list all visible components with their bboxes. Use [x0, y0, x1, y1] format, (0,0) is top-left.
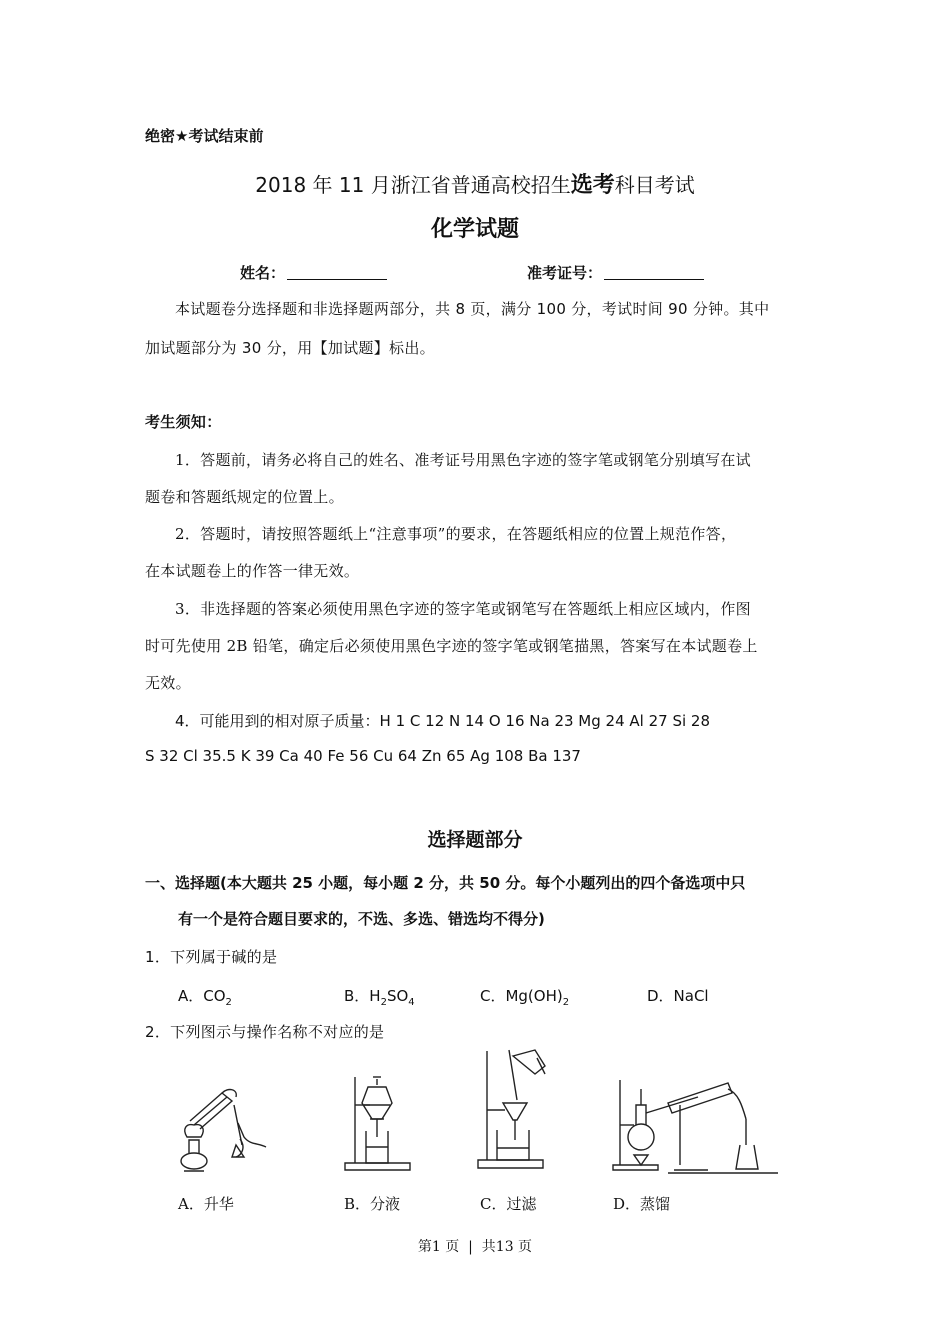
q1-option-a-sub: 2: [225, 997, 232, 1008]
q2-option-b[interactable]: B．分液: [344, 1195, 401, 1213]
name-blank[interactable]: [287, 265, 387, 280]
q1-option-b-sub: 4: [408, 997, 415, 1008]
notice-line: S 32 Cl 35.5 K 39 Ca 40 Fe 56 Cu 64 Zn 65 Ag 108 Ba 137: [145, 747, 581, 765]
subject-title: 化学试题: [430, 217, 519, 242]
exam-title-emphasis: 选考: [570, 173, 615, 198]
id-field[interactable]: [527, 262, 704, 283]
page-footer: 第1 页 | 共13 页: [417, 1239, 533, 1255]
q1-option-a[interactable]: [178, 985, 232, 1008]
q1-option-b[interactable]: [344, 985, 415, 1008]
name-field[interactable]: [240, 262, 387, 283]
exam-title-part: 科目考试: [614, 173, 695, 197]
filtration-apparatus-icon: [475, 1048, 555, 1175]
notice-title: 考生须知：: [145, 413, 222, 431]
sublimation-apparatus-icon: [172, 1085, 277, 1175]
section-title: 选择题部分: [427, 829, 523, 851]
distillation-apparatus-icon: [608, 1075, 783, 1175]
section-heading: 有一个是符合题目要求的，不选、多选、错选均不得分): [178, 910, 545, 928]
q1-option-c-sub: 2: [562, 997, 570, 1008]
intro-line: 本试题卷分选择题和非选择题两部分，共 8 页，满分 100 分，考试时间 90 分钟。其中: [175, 300, 770, 318]
notice-line: 题卷和答题纸规定的位置上。: [145, 488, 344, 506]
q2-option-d[interactable]: D．蒸馏: [613, 1195, 671, 1213]
exam-title: [0, 168, 950, 199]
q1-option-b-text: B．H: [344, 987, 381, 1005]
notice-line: 1．答题前，请务必将自己的姓名、准考证号用黑色字迹的签字笔或钢笔分别填写在试: [175, 451, 751, 469]
q1-option-a-text: A．CO: [178, 987, 226, 1005]
notice-line: 时可先使用 2B 铅笔，确定后必须使用黑色字迹的签字笔或钢笔描黑，答案写在本试题卷上: [145, 637, 758, 655]
question-1-stem: 1．下列属于碱的是: [145, 948, 278, 966]
intro-line: 加试题部分为 30 分，用【加试题】标出。: [145, 339, 435, 357]
q2-option-c[interactable]: C．过滤: [480, 1195, 537, 1213]
id-blank[interactable]: [604, 265, 704, 280]
confidential-mark: 绝密★考试结束前: [145, 127, 264, 145]
id-label: 准考证号：: [527, 264, 603, 282]
q1-option-c[interactable]: [480, 985, 569, 1008]
q1-option-d-text: D．NaCl: [647, 987, 709, 1005]
q2-option-a[interactable]: A．升华: [178, 1195, 234, 1213]
notice-line: 在本试题卷上的作答一律无效。: [145, 562, 360, 580]
notice-line: 4．可能用到的相对原子质量：H 1 C 12 N 14 O 16 Na 23 Mg 24 Al 27 Si 28: [175, 712, 710, 730]
q1-option-d[interactable]: [647, 985, 709, 1006]
exam-title-part: 2018 年 11 月浙江省普通高校招生: [255, 173, 571, 197]
notice-line: 无效。: [145, 674, 191, 692]
q1-option-b-sub: 2: [380, 997, 387, 1008]
notice-line: 2．答题时，请按照答题纸上“注意事项”的要求，在答题纸相应的位置上规范作答，: [175, 525, 737, 543]
name-label: 姓名：: [240, 264, 286, 282]
notice-line: 3．非选择题的答案必须使用黑色字迹的签字笔或钢笔写在答题纸上相应区域内，作图: [175, 600, 751, 618]
q1-option-c-text: C．Mg(OH): [480, 987, 563, 1005]
question-2-stem: 2．下列图示与操作名称不对应的是: [145, 1023, 385, 1041]
separating-funnel-icon: [340, 1075, 415, 1175]
section-heading: 一、选择题(本大题共 25 小题，每小题 2 分，共 50 分。每个小题列出的四个备选项中只: [145, 874, 746, 892]
q1-option-b-text: SO: [386, 987, 409, 1005]
